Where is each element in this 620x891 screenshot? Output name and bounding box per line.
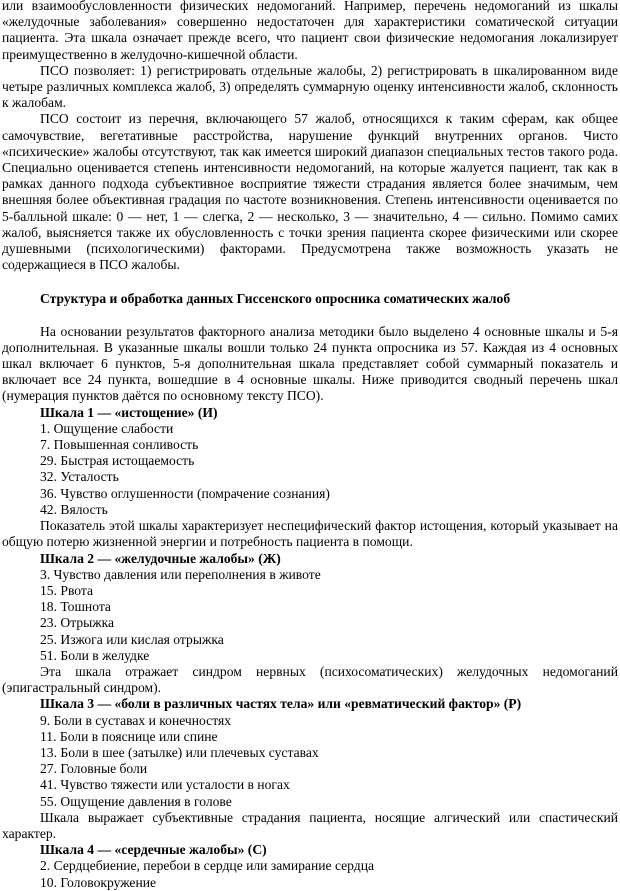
intro-paragraph-1: или взаимообусловленности физических недомоганий. Например, перечень недомоганий из шкалы «желудочные заболевания» совершенно недостаточен для характеристики соматической ситуации пациента. Эта шкала означает прежде всего, что пациент свои физические недомогания локализирует преимущественно в желудочно-кишечной области. (2, 0, 618, 62)
scale-3-item: 11. Боли в пояснице или спине (40, 728, 218, 744)
scale-2-item: 23. Отрыжка (40, 615, 115, 631)
section-paragraph: На основании результатов факторного анализа методики было выделено 4 основные шкалы и 5-я дополнительная. В указанные шкалы вошли только 24 пункта опросника из 57. Каждая из 4 основных шкал включает 6 пунктов, 5-я дополнительная шкала представляет собой суммарный показатель и включает все 24 пункта, вошедшие в 4 основные шкалы. Ниже приводится сводный перечень шкал (нумерация пунктов даётся по основному тексту ПСО). (2, 323, 618, 404)
scale-3-description: Шкала выражает субъективные страдания пациента, носящие алгический или спастический характер. (2, 809, 618, 841)
scale-2-item: 15. Рвота (40, 582, 94, 598)
scale-3-item: 27. Головные боли (40, 761, 148, 777)
scale-2-item: 25. Изжога или кислая отрыжка (40, 631, 224, 647)
scale-4-item: 10. Головокружение (40, 874, 157, 890)
scale-1-item: 42. Вялость (40, 501, 108, 517)
spacer (2, 273, 618, 291)
scale-3-item: 55. Ощущение давления в голове (40, 793, 232, 809)
scale-2-item: 18. Тошнота (40, 599, 111, 615)
scale-1-description: Показатель этой шкалы характеризует неспецифический фактор истощения, который указывает на общую потерю жизненной энергии и потребность пациента в помощи. (2, 518, 618, 550)
scale-3-item: 13. Боли в шее (затылке) или плечевых суставах (40, 744, 319, 760)
section-heading: Структура и обработка данных Гиссенского опросника соматических жалоб (40, 291, 511, 307)
spacer (2, 308, 618, 324)
scale-3-item: 9. Боли в суставах и конечностях (40, 712, 232, 728)
scale-4-title: Шкала 4 — «сердечные жалобы» (С) (40, 842, 267, 858)
scale-2-description: Эта шкала отражает синдром нервных (психосоматических) желудочных недомоганий (эпигастральный синдром). (2, 663, 618, 696)
scale-1-item: 29. Быстрая истощаемость (40, 453, 195, 469)
scale-1-item: 36. Чувство оглушенности (помрачение сознания) (40, 485, 330, 501)
scale-1-item: 1. Ощущение слабости (40, 420, 174, 436)
intro-paragraph-3: ПСО состоит из перечня, включающего 57 жалоб, относящихся к таким сферам, как общее самочувствие, вегетативные расстройства, нарушение функций внутренних органов. Чисто «психические» жалобы отсутствуют, так как имеется широкий диапазон специальных тестов такого рода. Специально оценивается степень интенсивности недомоганий, на которые жалуется пациент, так как в рамках данного подхода субъективное восприятие тяжести страдания является более значимым, чем внешняя более объективная градация по частоте возникновения. Степень интенсивности оценивается по 5-балльной шкале: 0 — нет, 1 — слегка, 2 — несколько, 3 — значительно, 4 — сильно. Помимо самих жалоб, выясняется также их обусловленность с точки зрения пациента скорее физическими или скорее душевными (психологическими) факторами. Предусмотрена также возможность указать не содержащиеся в ПСО жалобы. (2, 111, 618, 273)
scale-2-item: 3. Чувство давления или переполнения в животе (40, 566, 321, 582)
scale-1-item: 7. Повышенная сонливость (40, 437, 199, 453)
scale-4-item: 2. Сердцебиение, перебои в сердце или замирание сердца (40, 858, 375, 874)
scale-3-item: 41. Чувство тяжести или усталости в ногах (40, 777, 290, 793)
scale-2-item: 51. Боли в желудке (40, 647, 150, 663)
scale-2-title: Шкала 2 — «желудочные жалобы» (Ж) (40, 550, 281, 566)
scale-1-title: Шкала 1 — «истощение» (И) (40, 404, 218, 420)
scale-1-item: 32. Усталость (40, 469, 119, 485)
scale-3-title: Шкала 3 — «боли в различных частях тела» или «ревматический фактор» (Р) (40, 696, 522, 712)
intro-paragraph-2: ПСО позволяет: 1) регистрировать отдельные жалобы, 2) регистрировать в шкалированном виде четыре различных комплекса жалоб, 3) определять суммарную оценку интенсивности жалоб, склонность к жалобам. (2, 62, 618, 111)
